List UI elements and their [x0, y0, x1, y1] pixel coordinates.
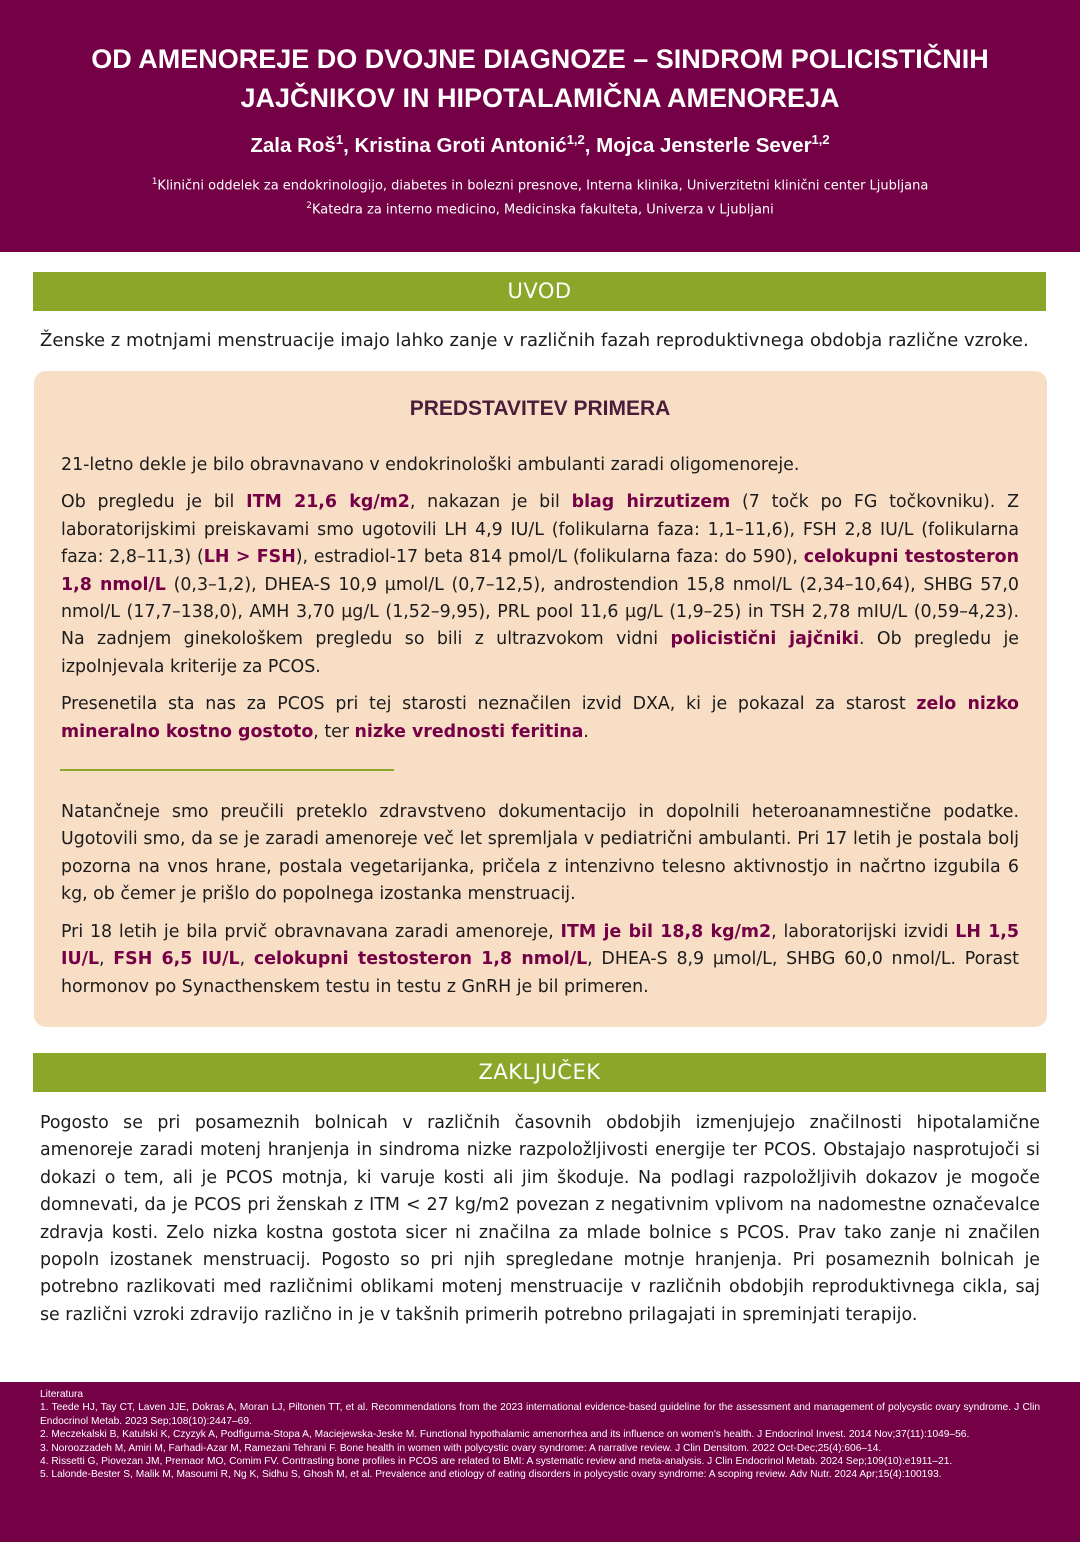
- conclusion-heading: ZAKLJUČEK: [33, 1053, 1046, 1092]
- highlight-ferritin: nizke vrednosti feritina: [354, 721, 584, 742]
- author-name: Mojca Jensterle Sever: [596, 133, 812, 157]
- case-paragraph-4: Natančneje smo preučili preteklo zdravstveno dokumentacijo in dopolnili heteroanamnestične podatke. Ugotovili smo, da se je zaradi amenoreje več let spremljala v pediatrični ambulanti. Pri 17 letih je postala bolj pozorna na vnos hrane, postala vegetarijanka, pričela z intenzivno telesno aktivnostjo in načrtno izgubila 6 kg, ob čemer je prišlo do popolnega izostanka menstruacij.: [61, 802, 1019, 905]
- author-name: Kristina Groti Antonić: [354, 133, 567, 157]
- affiliation-2: [0, 196, 1080, 220]
- highlight-fsh: FSH 6,5 IU/L: [113, 949, 240, 970]
- highlight-bmi-18: ITM je bil 18,8 kg/m2: [560, 921, 772, 942]
- text-run: , DHEA-S 8,9 µmol/L, SHBG 60,0 nmol/L. Porast hormonov po Synacthenskem testu in testu z GnRH je bil primeren.: [61, 949, 1019, 997]
- highlight-polycystic-ovaries: policistični jajčniki: [670, 629, 860, 650]
- case-heading: PREDSTAVITEV PRIMERA: [409, 397, 671, 420]
- conclusion-text: Pogosto se pri posameznih bolnicah v različnih časovnih obdobjih izmenjujejo značilnosti hipotalamične amenoreje zaradi motenj hranjenja in sindroma nizke razpoložljivosti energije ter PCOS. Obstajajo nasprotujoči si dokazi o tem, ali je PCOS motnja, ki varuje kosti ali jim škoduje. Na podlagi razpoložljivih dokazov je mogoče domnevati, da je PCOS pri ženskah z ITM < 27 kg/m2 povezan z negativnim vplivom na nadomestne označevalce zdravja kosti. Zelo nizka kostna gostota sicer ni značilna za mlade bolnice s PCOS. Prav tako zanje ni značilen popoln izostanek menstruacij. Pogosto so pri njih spregledane motnje hranjenja. Pri posameznih bolnicah je potrebno razlikovati med različnimi oblikami motenj menstruacije v različnih obdobjih reproduktivnega cikla, saj se različni vzroki zdravijo različno in je v takšnih primerih potrebno prilagajati in spreminjati terapijo.: [40, 1113, 1040, 1325]
- highlight-lh-fsh: LH > FSH: [203, 547, 296, 568]
- intro-text: Ženske z motnjami menstruacije imajo lahko zanje v različnih fazah reproduktivnega obdobja različne vzroke.: [40, 330, 1029, 351]
- author-affiliation-mark: 1,2: [566, 132, 585, 147]
- affiliation-1: [0, 172, 1080, 196]
- poster-title: [0, 0, 1080, 118]
- author-list: [0, 132, 1080, 158]
- text-run: Ob pregledu je bil: [61, 492, 247, 513]
- affiliation-text: Klinični oddelek za endokrinologijo, diabetes in bolezni presnove, Interna klinika, Univerzitetni klinični center Ljubljana: [157, 178, 929, 194]
- case-presentation-box: [34, 371, 1047, 1027]
- case-paragraph-3: [61, 691, 1019, 746]
- text-run: ,: [99, 949, 114, 970]
- text-run: Presenetila sta nas za PCOS pri tej starosti neznačilen izvid DXA, ki je pokazal za starost: [61, 694, 917, 715]
- author-affiliation-mark: 1: [335, 132, 344, 147]
- author-affiliation-mark: 1,2: [811, 132, 830, 147]
- text-run: . Ob pregledu je izpolnjevala kriterije za PCOS.: [61, 629, 1019, 677]
- case-paragraph-1: 21-letno dekle je bilo obravnavano v endokrinološki ambulanti zaradi oligomenoreje.: [61, 455, 800, 475]
- reference-item: 5. Lalonde-Bester S, Malik M, Masoumi R, Ng K, Sidhu S, Ghosh M, et al. Prevalence and etiology of eating disorders in polycystic ovary syndrome: A scoping review. Adv Nutr. 2024 Apr;15(4):100193.: [40, 1469, 942, 1481]
- text-run: , laboratorijski izvidi: [771, 921, 956, 942]
- text-run: , ter: [313, 721, 355, 742]
- title-line-2: JAJČNIKOV IN HIPOTALAMIČNA AMENOREJA: [240, 83, 840, 113]
- reference-item: 2. Meczekalski B, Katulski K, Czyzyk A, Podfigurna-Stopa A, Maciejewska-Jeske M. Functional hypothalamic amenorrhea and its influence on women's health. J Endocrinol Invest. 2014 Nov;37(11):1049–56.: [40, 1429, 970, 1441]
- case-paragraph-5: [61, 919, 1019, 1001]
- highlight-testosterone: celokupni testosteron 1,8 nmol/L: [61, 547, 1019, 595]
- text-run: (0,3–1,2), DHEA-S 10,9 µmol/L (0,7–12,5), androstendion 15,8 nmol/L (2,34–10,64), SHBG 57,0 nmol/L (17,7–138,0), AMH 3,70 µg/L (1,52–9,95), PRL pool 11,6 µg/L (1,9–25) in TSH 2,78 mIU/L (0,59–4,23). Na zadnjem ginekološkem pregledu so bili z ultrazvokom vidni: [61, 574, 1019, 650]
- poster-header: [0, 0, 1080, 252]
- case-paragraph-2: [61, 489, 1019, 681]
- highlight-testosterone-18: celokupni testosteron 1,8 nmol/L: [253, 949, 588, 970]
- author-separator: ,: [584, 133, 597, 157]
- title-line-1: OD AMENOREJE DO DVOJNE DIAGNOZE – SINDROM POLICISTIČNIH: [91, 44, 989, 74]
- reference-item: 3. Noroozzadeh M, Amiri M, Farhadi-Azar M, Ramezani Tehrani F. Bone health in women with polycystic ovary syndrome: A narrative review. J Clin Densitom. 2022 Oct-Dec;25(4):606–14.: [40, 1442, 882, 1454]
- affiliation-text: Katedra za interno medicino, Medicinska fakulteta, Univerza v Ljubljani: [311, 202, 774, 218]
- reference-item: 4. Rissetti G, Piovezan JM, Premaor MO, Comim FV. Contrasting bone profiles in PCOS are related to BMI: A systematic review and meta-analysis. J Clin Endocrinol Metab. 2024 Sep;109(10):e1911–21.: [40, 1456, 953, 1468]
- affiliation-mark: 1: [151, 176, 158, 187]
- reference-item: 1. Teede HJ, Tay CT, Laven JJE, Dokras A, Moran LJ, Piltonen TT, et al. Recommendations from the 2023 international evidence-based guideline for the assessment and management of polycystic ovary syndrome. J Clin Endocrinol Metab. 2023 Sep;108(10):2447–69.: [40, 1402, 1040, 1427]
- author-separator: ,: [343, 133, 355, 157]
- case-divider: [60, 769, 394, 771]
- text-run: Pri 18 letih je bila prvič obravnavana zaradi amenoreje,: [61, 921, 561, 942]
- text-run: .: [583, 721, 589, 742]
- highlight-bone-density: zelo nizko mineralno kostno gostoto: [61, 694, 1019, 742]
- highlight-bmi: ITM 21,6 kg/m2: [246, 492, 410, 513]
- highlight-lh: LH 1,5 IU/L: [61, 921, 1020, 970]
- references-heading: Literatura: [40, 1389, 84, 1400]
- references-footer: [0, 1382, 1080, 1542]
- text-run: ,: [239, 949, 254, 970]
- author-name: Zala Roš: [250, 133, 336, 157]
- affiliation-mark: 2: [306, 201, 312, 212]
- text-run: ), estradiol-17 beta 814 pmol/L (folikularna faza: do 590),: [295, 547, 804, 568]
- highlight-hirsutism: blag hirzutizem: [571, 492, 731, 513]
- text-run: (7 točk po FG točkovniku). Z laboratorijskimi preiskavami smo ugotovili LH 4,9 IU/L (folikularna faza: 1,1–11,6), FSH 2,8 IU/L (folikularna faza: 2,8–11,3) (: [61, 492, 1019, 568]
- affiliations: [0, 172, 1080, 221]
- intro-heading: UVOD: [33, 272, 1046, 311]
- conclusion-section: [40, 1110, 1040, 1329]
- text-run: , nakazan je bil: [409, 492, 572, 513]
